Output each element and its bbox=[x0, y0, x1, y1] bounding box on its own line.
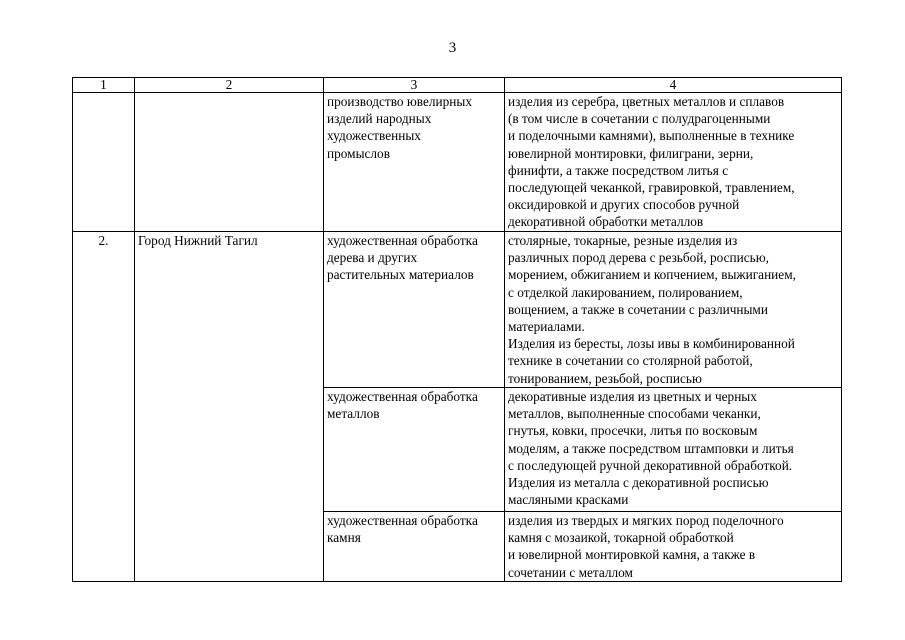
craft-cell bbox=[324, 232, 505, 388]
row-number: 2. bbox=[73, 232, 135, 582]
items-cell bbox=[505, 512, 842, 582]
table-row bbox=[73, 93, 842, 232]
items-line: технике в сочетании со столярной работой, bbox=[508, 353, 753, 369]
craft-line: художественных bbox=[327, 128, 421, 144]
row-number bbox=[73, 93, 135, 232]
items-line: Изделия из бересты, лозы ивы в комбинированной bbox=[508, 336, 795, 352]
craft-line: дерева и других bbox=[327, 250, 418, 266]
items-line: камня с мозаикой, токарной обработкой bbox=[508, 530, 734, 546]
items-line: и поделочными камнями), выполненные в технике bbox=[508, 128, 795, 144]
column-header-3: 3 bbox=[324, 78, 505, 93]
craft-line: камня bbox=[327, 530, 361, 546]
craft-line: изделий народных bbox=[327, 111, 432, 127]
place-cell: Город Нижний Тагил bbox=[135, 232, 324, 582]
items-cell bbox=[505, 232, 842, 388]
column-header-4: 4 bbox=[505, 78, 842, 93]
items-line: вощением, а также в сочетании с различными bbox=[508, 301, 768, 317]
craft-line: растительных материалов bbox=[327, 267, 474, 283]
items-line: тонированием, резьбой, росписью bbox=[508, 370, 702, 386]
items-line: последующей чеканкой, гравировкой, травлением, bbox=[508, 180, 795, 196]
place-cell bbox=[135, 93, 324, 232]
items-line: (в том числе в сочетании с полудрагоценными bbox=[508, 111, 771, 127]
craft-line: художественная обработка bbox=[327, 389, 478, 404]
items-line: моделям, а также посредством штамповки и литья bbox=[508, 440, 794, 456]
items-cell bbox=[505, 388, 842, 512]
column-header-1: 1 bbox=[73, 78, 135, 93]
craft-line: промыслов bbox=[327, 145, 390, 161]
items-line: оксидировкой и других способов ручной bbox=[508, 197, 740, 213]
craft-cell bbox=[324, 388, 505, 512]
craft-cell bbox=[324, 512, 505, 582]
craft-cell bbox=[324, 93, 505, 232]
crafts-table bbox=[72, 77, 842, 582]
items-line: с отделкой лакированием, полированием, bbox=[508, 284, 743, 300]
items-line: масляными красками bbox=[508, 492, 629, 508]
items-line: и ювелирной монтировкой камня, а также в bbox=[508, 547, 756, 563]
craft-line: металлов bbox=[327, 406, 380, 422]
items-line: различных пород дерева с резьбой, росписью, bbox=[508, 250, 769, 266]
items-line: сочетании с металлом bbox=[508, 564, 633, 580]
items-line: морением, обжиганием и копчением, выжиганием, bbox=[508, 267, 796, 283]
column-header-2: 2 bbox=[135, 78, 324, 93]
items-line: с последующей ручной декоративной обработкой. bbox=[508, 457, 793, 473]
items-line: столярные, токарные, резные изделия из bbox=[508, 233, 738, 248]
craft-line: производство ювелирных bbox=[327, 94, 473, 109]
items-line: изделия из серебра, цветных металлов и сплавов bbox=[508, 94, 785, 109]
items-line: изделия из твердых и мягких пород поделочного bbox=[508, 513, 784, 528]
items-cell bbox=[505, 93, 842, 232]
items-line: декоративной обработки металлов bbox=[508, 214, 704, 230]
items-line: материалами. bbox=[508, 319, 585, 335]
craft-line: художественная обработка bbox=[327, 233, 478, 248]
items-line: металлов, выполненные способами чеканки, bbox=[508, 406, 761, 422]
items-line: гнутья, ковки, просечки, литья по восковым bbox=[508, 423, 758, 439]
items-line: финифти, а также посредством литья с bbox=[508, 162, 729, 178]
items-line: Изделия из металла с декоративной росписью bbox=[508, 475, 769, 491]
items-line: ювелирной монтировки, филиграни, зерни, bbox=[508, 145, 754, 161]
craft-line: художественная обработка bbox=[327, 513, 478, 528]
table-header-row bbox=[73, 78, 842, 93]
items-line: декоративные изделия из цветных и черных bbox=[508, 389, 757, 404]
page-number: 3 bbox=[448, 40, 457, 56]
table-row bbox=[73, 232, 842, 388]
